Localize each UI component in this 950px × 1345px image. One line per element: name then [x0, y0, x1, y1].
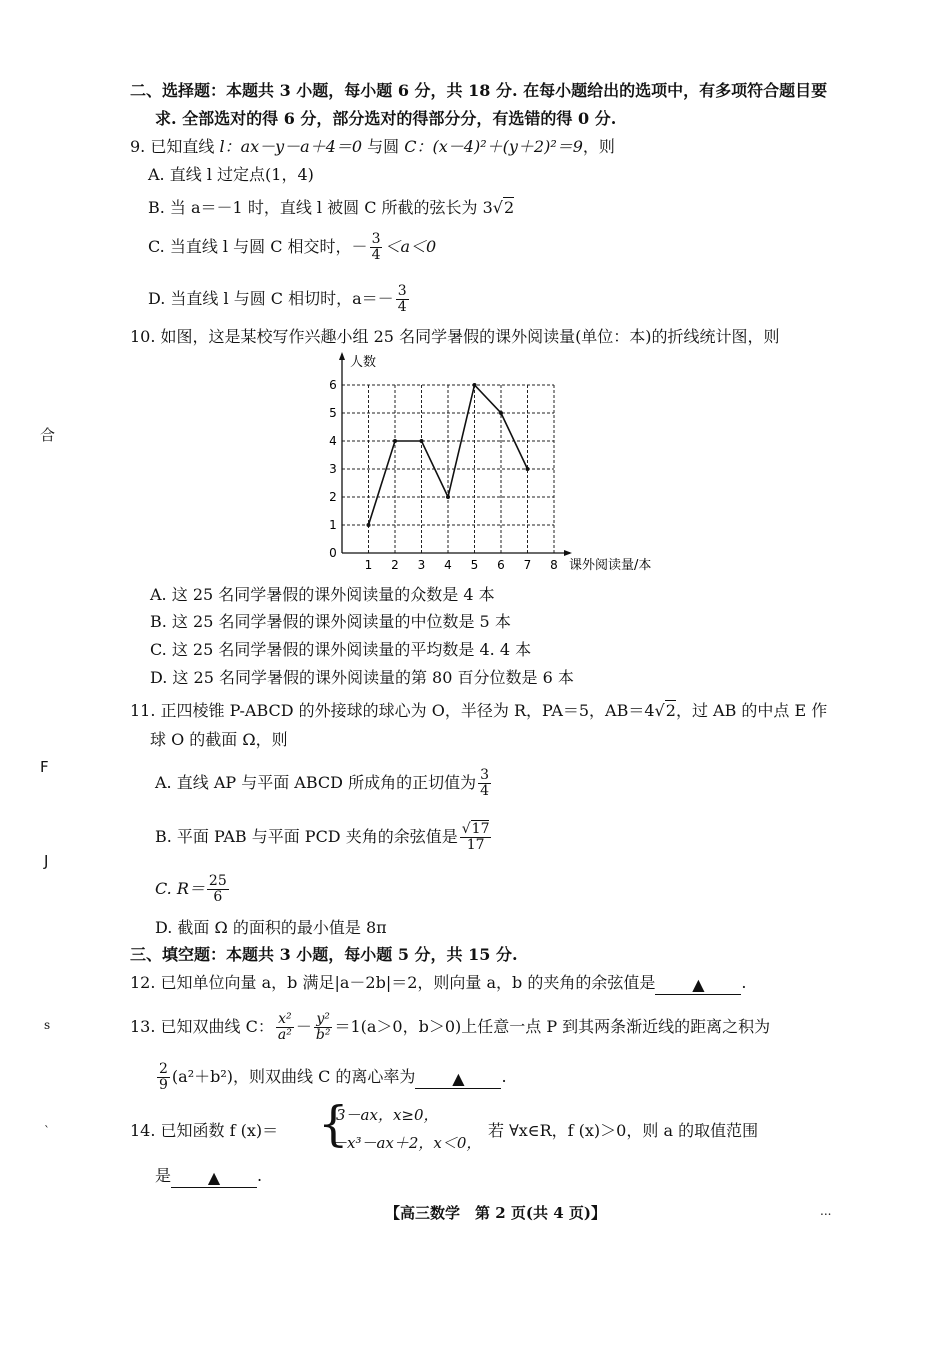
fraction-denominator: a²: [277, 1027, 292, 1043]
sqrt-radicand: 17: [471, 821, 490, 837]
margin-mark: s: [44, 1018, 51, 1032]
q11-option-a: [155, 768, 493, 799]
q11-option-a-fraction: [478, 768, 491, 799]
data-point: [420, 439, 424, 443]
q14-line2-text: 是: [155, 1166, 172, 1185]
fraction-numerator: √17: [461, 821, 490, 837]
q13-x-fraction: [276, 1012, 294, 1043]
data-point: [367, 523, 371, 527]
y-tick-label: 1: [329, 518, 337, 532]
section3-heading: 三、填空题：本题共 3 小题，每小题 5 分，共 15 分.: [130, 945, 518, 964]
q9-option-c-fraction: [370, 232, 383, 263]
q11-option-b-fraction: [460, 822, 492, 853]
q9-option-d: [148, 284, 411, 315]
x-tick-label: 2: [391, 558, 399, 572]
fraction-numerator: 25: [208, 873, 227, 889]
y-axis-arrow-icon: [339, 352, 345, 360]
q9-option-d-fraction: [396, 284, 409, 315]
section2-heading-line1: 二、选择题：本题共 3 小题，每小题 6 分，共 18 分. 在每小题给出的选项中，有多项符合题目要: [130, 81, 828, 100]
q9-stem-prefix: 9. 已知直线: [130, 137, 220, 156]
y-tick-label: 3: [329, 462, 337, 476]
q11-option-c-fraction: [207, 874, 229, 905]
x-tick-label: 4: [444, 558, 452, 572]
q12-answer-blank[interactable]: [655, 976, 741, 995]
q14-brace: {: [318, 1096, 349, 1152]
x-tick-label: 5: [470, 558, 479, 572]
q9-option-b: B. 当 a＝－1 时，直线 l 被圆 C 所截的弦长为 3√2: [148, 198, 515, 217]
q12-stem: [130, 972, 746, 995]
q13-answer-blank[interactable]: [415, 1070, 501, 1089]
q10-option-a: A. 这 25 名同学暑假的课外阅读量的众数是 4 本: [150, 585, 495, 604]
fraction-numerator: 3: [480, 767, 489, 783]
q10-option-c: C. 这 25 名同学暑假的课外阅读量的平均数是 4. 4 本: [150, 640, 532, 659]
q11-option-a-text: A. 直线 AP 与平面 ABCD 所成角的正切值为: [155, 773, 477, 792]
q9-stem-mid: 与圆: [362, 137, 405, 156]
q11-stem-text: 11. 正四棱锥 P-ABCD 的外接球的球心为 O，半径为 R，PA＝5，AB＝4: [130, 701, 655, 720]
q14-line2: [155, 1165, 262, 1188]
q14-case2: －x³－ax＋2，x＜0，: [332, 1134, 482, 1152]
fraction-denominator: 9: [159, 1077, 168, 1093]
q12-tail: .: [741, 973, 747, 992]
q9-option-c-tail: ＜a＜0: [384, 237, 437, 256]
y-tick-label: 4: [329, 434, 337, 448]
fraction-numerator: 3: [397, 283, 407, 299]
q13-line2-text: (a²＋b²)，则双曲线 C 的离心率为: [171, 1067, 416, 1086]
q13-line1: [130, 1012, 770, 1043]
q14-line1-tail: 若 ∀x∈R，f (x)＞0，则 a 的取值范围: [488, 1121, 759, 1140]
data-point: [526, 467, 530, 471]
margin-mark: ...: [820, 1204, 832, 1218]
margin-mark: `: [44, 1124, 50, 1138]
fraction-numerator: 3: [371, 231, 381, 247]
y-tick-label: 0: [329, 546, 337, 560]
data-point: [499, 411, 503, 415]
q14-tail: .: [257, 1166, 263, 1185]
q11-option-c: [155, 874, 231, 905]
q9-option-b-sqrt: 2: [504, 198, 515, 217]
x-tick-label: 1: [364, 558, 373, 572]
y-tick-label: 5: [329, 406, 337, 420]
data-point: [446, 495, 450, 499]
page-footer: 【高三数学 第 2 页(共 4 页)】: [385, 1204, 606, 1222]
q14-answer-blank[interactable]: [171, 1169, 257, 1188]
q9-option-a: A. 直线 l 过定点(1，4): [148, 165, 314, 184]
q9-option-d-text: D. 当直线 l 与圆 C 相切时，a＝－: [148, 289, 394, 308]
q9-stem-suffix: ，则: [582, 137, 615, 156]
q9-circle-equation: C：(x－4)²＋(y＋2)²＝9: [404, 137, 583, 156]
data-point: [473, 383, 477, 387]
q13-line1-tail: ＝1(a＞0，b＞0)上任意一点 P 到其两条渐近线的距离之积为: [334, 1017, 771, 1036]
q9-option-c-text: C. 当直线 l 与圆 C 相交时，－: [148, 237, 368, 256]
triangle-icon: ▲: [207, 1168, 221, 1187]
q11-stem-line2: 球 O 的截面 Ω，则: [150, 730, 288, 749]
chart-grid: [342, 385, 554, 553]
fraction-numerator: y²: [314, 1012, 333, 1028]
q11-stem-tail: ，过 AB 的中点 E 作: [675, 701, 828, 720]
x-tick-label: 6: [497, 558, 505, 572]
section2-heading-line2: 求. 全部选对的得 6 分，部分选对的得部分分，有选错的得 0 分.: [155, 109, 617, 128]
fraction-denominator: b²: [315, 1027, 331, 1043]
y-tick-label: 2: [329, 490, 337, 504]
q9-option-b-text: B. 当 a＝－1 时，直线 l 被圆 C 所截的弦长为 3: [148, 198, 493, 217]
q13-tail: .: [501, 1067, 507, 1086]
fraction-denominator: 4: [480, 783, 489, 799]
margin-mark: J: [44, 852, 49, 870]
q9-option-c: [148, 232, 436, 263]
q9-stem: [130, 136, 615, 158]
q11-option-d: D. 截面 Ω 的面积的最小值是 8π: [155, 918, 387, 937]
chart-x-axis-label: 课外阅读量/本: [569, 558, 652, 573]
margin-mark: F: [40, 758, 49, 776]
x-tick-label: 8: [550, 558, 558, 572]
q12-stem-text: 12. 已知单位向量 a，b 满足|a－2b|＝2，则向量 a，b 的夹角的余弦值是: [130, 973, 656, 992]
fraction-denominator: 17: [466, 837, 485, 853]
q9-line-equation: l：ax－y－a＋4＝0: [219, 137, 363, 156]
x-tick-label: 3: [417, 558, 426, 572]
q14-case1: 3－ax，x≥0，: [336, 1106, 439, 1124]
q13-coefficient-fraction: [157, 1062, 170, 1093]
margin-mark: 合: [40, 426, 56, 444]
y-tick-label: 6: [329, 378, 337, 392]
q11-stem-sqrt: 2: [665, 701, 676, 720]
q13-line2: [155, 1062, 507, 1093]
triangle-icon: ▲: [452, 1069, 465, 1088]
fraction-numerator: 2: [159, 1061, 168, 1077]
q10-option-d: D. 这 25 名同学暑假的课外阅读量的第 80 百分位数是 6 本: [150, 668, 574, 687]
chart-ticks: [329, 378, 558, 572]
fraction-denominator: 4: [397, 299, 407, 315]
q13-prefix: 13. 已知双曲线 C：: [130, 1017, 274, 1036]
q11-option-b-text: B. 平面 PAB 与平面 PCD 夹角的余弦值是: [155, 827, 458, 846]
triangle-icon: ▲: [692, 975, 705, 994]
q10-option-b: B. 这 25 名同学暑假的课外阅读量的中位数是 5 本: [150, 612, 511, 631]
q14-prefix: 14. 已知函数 f (x)＝: [130, 1121, 279, 1140]
chart-y-axis-label: 人数: [350, 355, 377, 370]
q13-y-fraction: [314, 1012, 333, 1043]
x-axis-arrow-icon: [564, 550, 572, 556]
q13-minus: －: [295, 1017, 312, 1036]
q11-option-b: [155, 822, 493, 853]
x-tick-label: 7: [523, 558, 532, 572]
q11-stem-line1: 11. 正四棱锥 P-ABCD 的外接球的球心为 O，半径为 R，PA＝5，AB＝4√2，过 AB 的中点 E 作: [130, 701, 828, 720]
data-point: [393, 439, 397, 443]
fraction-denominator: 6: [213, 889, 223, 905]
q10-line-chart: [320, 348, 660, 580]
fraction-numerator: x²: [276, 1012, 294, 1028]
q11-option-c-text: C. R＝: [155, 879, 205, 898]
fraction-denominator: 4: [371, 247, 381, 263]
q10-stem: 10. 如图，这是某校写作兴趣小组 25 名同学暑假的课外阅读量(单位：本)的折线统计图，则: [130, 327, 780, 346]
